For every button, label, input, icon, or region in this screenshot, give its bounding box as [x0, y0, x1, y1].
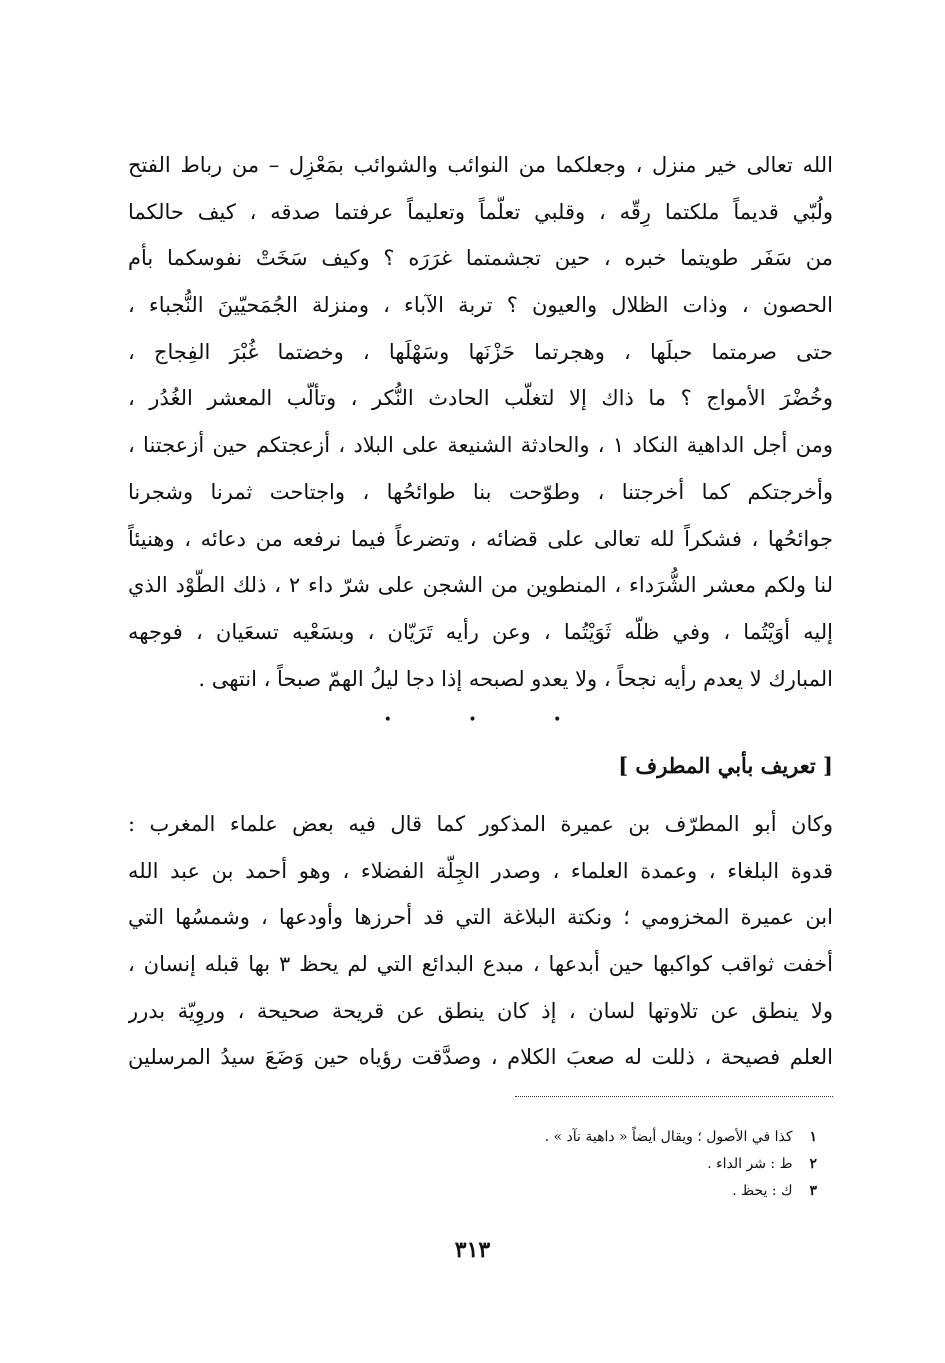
text-line: ابن عميرة المخزومي ؛ ونكتة البلاغة التي قد أحرزها وأودعها ، وشمسُها التي [128, 905, 833, 930]
page-number: ٣١٣ [454, 1237, 491, 1263]
footnote [317, 1151, 817, 1178]
paragraph-1 [128, 142, 833, 702]
text-line: المبارك لا يعدم رأيه نجحاً ، ولا يعدو لصبحه إذا دجا ليلُ الهمّ صبحاً ، انتهى . [198, 666, 833, 691]
section-heading: [ تعريف بأبي المطرف ] [618, 753, 833, 778]
text-line: وأخرجتكم كما أخرجتنا ، وطوّحت بنا طوائحُها ، واجتاحت ثمرنا وشجرنا [128, 479, 833, 504]
footnotes [317, 1124, 817, 1205]
text-line: العلم فصيحة ، ذللت له صعبَ الكلام ، وصدَّقت رؤياه حين وَضَعَ سيدُ المرسلين [128, 1045, 833, 1070]
text-line: حتى صرمتما حبلَها ، وهجرتما حَزْنَها وسَهْلَها ، وخضتما غُبْرَ الفِجاج ، [128, 339, 833, 364]
text-line: أخفت ثواقب كواكبها حين أبدعها ، مبدع البدائع التي لم يحظ ٣ بها قبله إنسان ، [128, 952, 833, 977]
text-line: قدوة البلغاء ، وعمدة العلماء ، وصدر الجِلّة الفضلاء ، وهو أحمد بن عبد الله [128, 858, 833, 883]
text-line: جوائحُها ، فشكراً لله تعالى على قضائه ، وتضرعاً فيما نرفعه من دعائه ، وهنيئاً [128, 526, 833, 551]
footnote [317, 1124, 817, 1151]
text-line: ولا ينطق عن تلاوتها لسان ، إذ كان ينطق عن قريحة صحيحة ، وروِيّة بدرر [128, 998, 833, 1023]
text-line: وخُضْرَ الأمواج ؟ ما ذاك إلا لتغلّب الحادث النُّكر ، وتألّب المعشر الغُدُر ، [128, 386, 833, 411]
text-line: الله تعالى خير منزل ، وجعلكما من النوائب والشوائب بمَعْزِل – من رباط الفتح [128, 153, 833, 177]
text-line: لنا ولكم معشر الشُّرَداء ، المنطوين من الشجن على شرّ داء ٢ ، ذلك الطّوْد الذي [128, 573, 833, 598]
text-line: إليه أوَيْتُما ، وفي ظلّه ثَوَيْتُما ، وعن رأيه تَرَيّان ، وبسَعْيه تسعَيان ، فوجهه [128, 619, 833, 644]
footnote-text: ط : شر الداء . [707, 1156, 793, 1172]
footnote-divider [515, 1096, 833, 1097]
text-line: ولُبّي قديماً ملكتما رِقّه ، وقلبي تعلّماً وتعليماً عرفتما صدقه ، كيف حالكما [128, 199, 833, 224]
text-line: ومن أجل الداهية النكاد ١ ، والحادثة الشنيعة على البلاد ، أزعجتكم حين أزعجتنا ، [128, 433, 833, 458]
footnote-text: كذا في الأصول ؛ ويقال أيضاً « داهية نآد » . [544, 1129, 793, 1145]
footnote-number: ٢ [809, 1156, 817, 1172]
section-separator: • • • [383, 712, 598, 728]
footnote-number: ١ [809, 1129, 817, 1145]
text-line: الحصون ، وذات الظلال والعيون ؟ تربة الآباء ، ومنزلة الجُمَحيّينَ النُّجباء ، [128, 293, 833, 318]
text-line: من سَفَر طويتما خبره ، حين تجشمتما غرَرَه ؟ وكيف سَخَتْ نفوسكما بأم [128, 246, 833, 271]
text-line: وكان أبو المطرّف بن عميرة المذكور كما قال فيه بعض علماء المغرب : [128, 812, 833, 836]
footnote-text: ك : يحظ . [732, 1183, 793, 1199]
footnote [317, 1178, 817, 1205]
footnote-number: ٣ [809, 1183, 817, 1199]
paragraph-2 [128, 801, 833, 1081]
